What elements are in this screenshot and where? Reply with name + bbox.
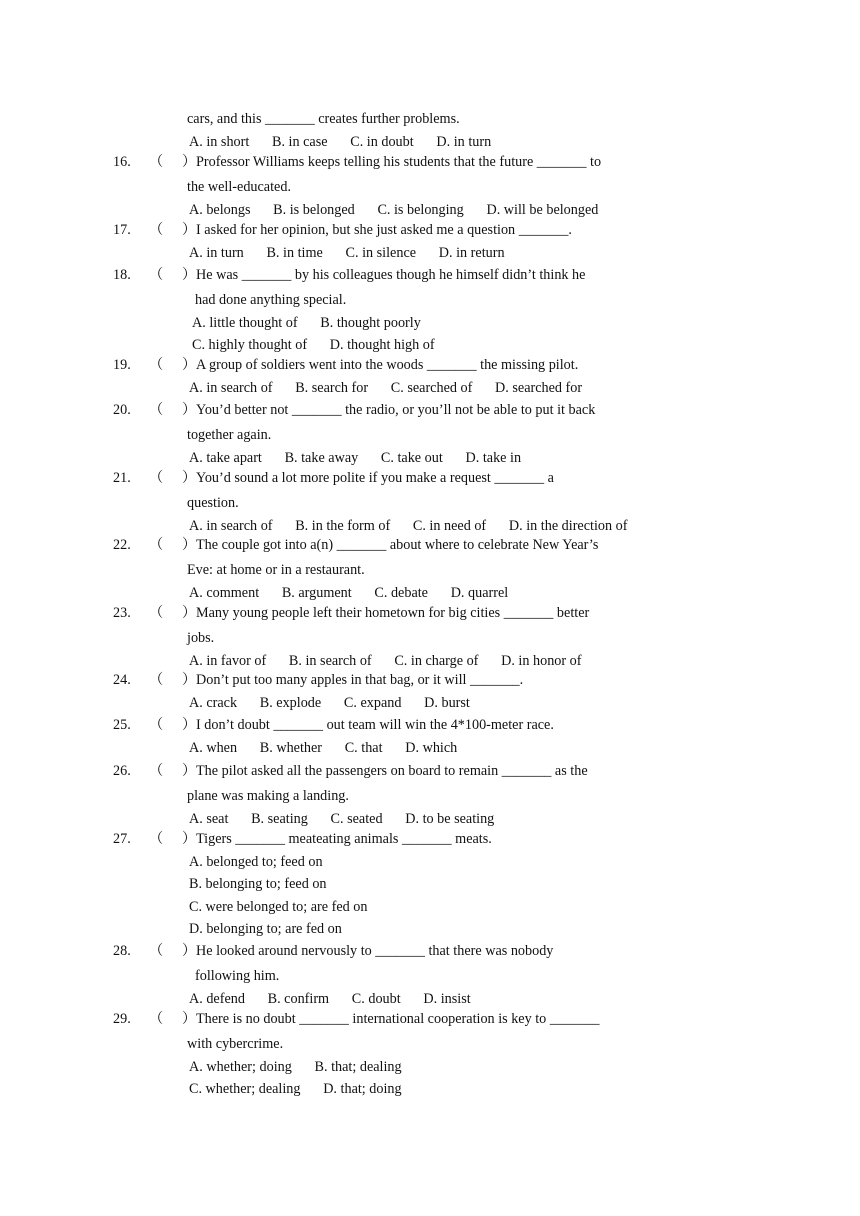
answer-option: C. expand bbox=[343, 694, 402, 711]
question-text-line: There is no doubt _______ international cooperation is key to _______ bbox=[196, 1011, 600, 1027]
question-text-line: question. bbox=[187, 495, 239, 511]
answer-option: A. in search of bbox=[189, 517, 273, 534]
answer-paren-open: （ bbox=[149, 402, 164, 418]
question-text-line: You’d better not _______ the radio, or you’ll not be able to put it back bbox=[196, 402, 596, 418]
answer-paren-open: （ bbox=[149, 537, 164, 553]
answer-option: C. in doubt bbox=[350, 134, 414, 150]
answer-option: C. take out bbox=[380, 449, 443, 466]
answer-paren-close: ） bbox=[182, 537, 197, 553]
question-number: 22. bbox=[113, 537, 131, 553]
answer-option: A. defend bbox=[189, 990, 245, 1007]
answer-option: B. take away bbox=[284, 449, 359, 466]
answer-paren-close: ） bbox=[182, 470, 197, 486]
answer-option: A. when bbox=[189, 739, 238, 756]
answer-paren-close: ） bbox=[182, 831, 197, 847]
question-text-line: The pilot asked all the passengers on board to remain _______ as the bbox=[196, 763, 588, 779]
answer-option: B. explode bbox=[259, 694, 322, 711]
answer-option: C. debate bbox=[374, 584, 428, 601]
answer-option: B. search for bbox=[295, 379, 369, 396]
answer-option: A. in turn bbox=[189, 244, 244, 261]
question-number: 21. bbox=[113, 470, 131, 486]
question-text-line: together again. bbox=[187, 427, 272, 443]
answer-paren-close: ） bbox=[182, 402, 197, 418]
question-number: 17. bbox=[113, 222, 131, 238]
answer-option: A. in search of bbox=[189, 379, 273, 396]
answer-option: A. crack bbox=[189, 694, 238, 711]
question-number: 25. bbox=[113, 717, 131, 733]
question-text-line: cars, and this _______ creates further problems. bbox=[187, 111, 460, 127]
answer-option: D. burst bbox=[424, 694, 470, 711]
answer-paren-open: （ bbox=[149, 267, 164, 283]
answer-paren-close: ） bbox=[182, 763, 197, 779]
answer-paren-open: （ bbox=[149, 605, 164, 621]
answer-option: C. doubt bbox=[351, 990, 401, 1007]
answer-option: D. in return bbox=[438, 244, 505, 261]
question-text-line: The couple got into a(n) _______ about where to celebrate New Year’s bbox=[196, 537, 599, 553]
answer-option: A. whether; doing bbox=[189, 1058, 292, 1075]
answer-paren-close: ） bbox=[182, 672, 197, 688]
answer-option: D. take in bbox=[465, 449, 522, 466]
answer-option: B. in the form of bbox=[295, 517, 391, 534]
answer-paren-close: ） bbox=[182, 357, 197, 373]
answer-option: C. highly thought of bbox=[192, 337, 308, 353]
question-text-line: Professor Williams keeps telling his students that the future _______ to bbox=[196, 154, 602, 170]
answer-option: B. whether bbox=[259, 739, 323, 756]
question-text-line: He was _______ by his colleagues though he himself didn’t think he bbox=[196, 267, 586, 283]
answer-paren-open: （ bbox=[149, 717, 164, 733]
question-text-line: Tigers _______ meateating animals _______ meats. bbox=[196, 831, 492, 847]
answer-paren-open: （ bbox=[149, 357, 164, 373]
question-number: 29. bbox=[113, 1011, 131, 1027]
answer-option: B. that; dealing bbox=[314, 1058, 402, 1075]
answer-option: A. in short bbox=[189, 134, 250, 150]
answer-paren-open: （ bbox=[149, 672, 164, 688]
answer-option: D. belonging to; are fed on bbox=[189, 921, 342, 937]
question-number: 23. bbox=[113, 605, 131, 621]
answer-option: B. belonging to; feed on bbox=[189, 876, 327, 892]
answer-option: A. take apart bbox=[189, 449, 262, 466]
question-number: 26. bbox=[113, 763, 131, 779]
answer-option: B. seating bbox=[251, 810, 308, 827]
answer-option: B. argument bbox=[281, 584, 352, 601]
answer-option: C. in charge of bbox=[394, 652, 479, 669]
answer-option: A. comment bbox=[189, 584, 260, 601]
question-number: 16. bbox=[113, 154, 131, 170]
answer-option: B. in case bbox=[271, 134, 328, 150]
answer-option: C. seated bbox=[330, 810, 383, 827]
answer-option: D. in turn bbox=[436, 134, 492, 150]
answer-option: D. insist bbox=[423, 990, 471, 1007]
question-text-line: Eve: at home or in a restaurant. bbox=[187, 562, 365, 578]
answer-option: A. little thought of bbox=[192, 314, 298, 331]
answer-option: C. searched of bbox=[390, 379, 473, 396]
question-number: 27. bbox=[113, 831, 131, 847]
answer-paren-close: ） bbox=[182, 717, 197, 733]
question-number: 24. bbox=[113, 672, 131, 688]
answer-option: D. quarrel bbox=[450, 584, 509, 601]
answer-paren-open: （ bbox=[149, 1011, 164, 1027]
question-text-line: He looked around nervously to _______ that there was nobody bbox=[196, 943, 554, 959]
answer-paren-open: （ bbox=[149, 470, 164, 486]
answer-paren-close: ） bbox=[182, 222, 197, 238]
answer-option: B. in time bbox=[266, 244, 323, 261]
question-text-line: I asked for her opinion, but she just asked me a question _______. bbox=[196, 222, 572, 238]
answer-option: B. in search of bbox=[288, 652, 372, 669]
question-text-line: A group of soldiers went into the woods _______ the missing pilot. bbox=[196, 357, 579, 373]
answer-paren-open: （ bbox=[149, 763, 164, 779]
answer-paren-open: （ bbox=[149, 154, 164, 170]
question-text-line: You’d sound a lot more polite if you make a request _______ a bbox=[196, 470, 554, 486]
answer-paren-open: （ bbox=[149, 831, 164, 847]
answer-paren-close: ） bbox=[182, 943, 197, 959]
answer-option: D. in the direction of bbox=[508, 517, 628, 534]
answer-option: C. whether; dealing bbox=[189, 1081, 301, 1097]
question-text-line: jobs. bbox=[187, 630, 215, 646]
answer-option: D. in honor of bbox=[501, 652, 582, 669]
answer-option: D. searched for bbox=[495, 379, 583, 396]
question-text-line: had done anything special. bbox=[195, 292, 347, 308]
answer-option: D. will be belonged bbox=[486, 201, 599, 218]
question-number: 18. bbox=[113, 267, 131, 283]
question-text-line: following him. bbox=[195, 968, 280, 984]
question-text-line: Many young people left their hometown for big cities _______ better bbox=[196, 605, 590, 621]
question-text-line: the well-educated. bbox=[187, 179, 291, 195]
question-number: 28. bbox=[113, 943, 131, 959]
question-text-line: I don’t doubt _______ out team will win the 4*100-meter race. bbox=[196, 717, 554, 733]
answer-option: A. seat bbox=[189, 810, 229, 827]
answer-paren-close: ） bbox=[182, 605, 197, 621]
answer-option: D. to be seating bbox=[405, 810, 495, 827]
answer-option: B. thought poorly bbox=[320, 314, 421, 331]
question-text-line: plane was making a landing. bbox=[187, 788, 349, 804]
answer-option: A. belonged to; feed on bbox=[189, 853, 323, 870]
answer-option: C. in silence bbox=[345, 244, 417, 261]
answer-paren-close: ） bbox=[182, 1011, 197, 1027]
answer-option: B. confirm bbox=[267, 990, 330, 1007]
answer-option: C. in need of bbox=[412, 517, 487, 534]
answer-paren-open: （ bbox=[149, 222, 164, 238]
question-text-line: Don’t put too many apples in that bag, or it will _______. bbox=[196, 672, 524, 688]
answer-option: C. were belonged to; are fed on bbox=[189, 898, 368, 915]
answer-paren-close: ） bbox=[182, 267, 197, 283]
answer-option: A. belongs bbox=[189, 201, 251, 218]
answer-paren-open: （ bbox=[149, 943, 164, 959]
answer-option: D. that; doing bbox=[323, 1081, 402, 1097]
question-number: 20. bbox=[113, 402, 131, 418]
answer-option: B. is belonged bbox=[273, 201, 355, 218]
question-number: 19. bbox=[113, 357, 131, 373]
answer-option: C. is belonging bbox=[377, 201, 464, 218]
answer-paren-close: ） bbox=[182, 154, 197, 170]
answer-option: C. that bbox=[344, 739, 383, 756]
answer-option: D. which bbox=[405, 739, 458, 756]
answer-option: A. in favor of bbox=[189, 652, 267, 669]
answer-option: D. thought high of bbox=[329, 337, 435, 353]
question-text-line: with cybercrime. bbox=[187, 1036, 284, 1052]
